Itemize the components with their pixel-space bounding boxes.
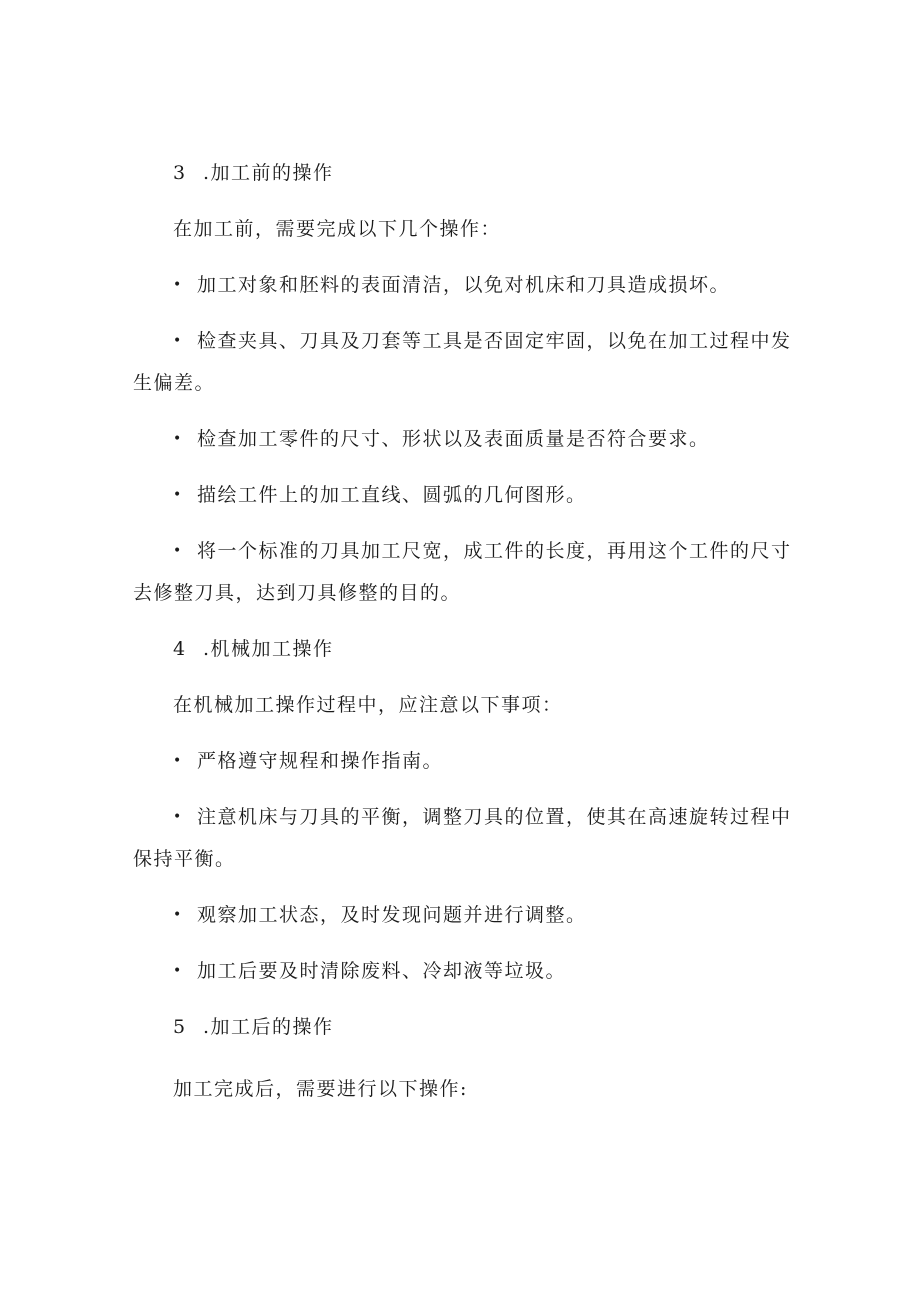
list-item-continuation: 生偏差。 xyxy=(133,372,216,394)
section-heading-5: 5 .加工后的操作 xyxy=(173,1016,334,1038)
list-item: • 将一个标准的刀具加工尺宽，成工件的长度，再用这个工件的尺寸 xyxy=(173,540,792,562)
list-item: • 检查夹具、刀具及刀套等工具是否固定牢固，以免在加工过程中发 xyxy=(173,330,792,352)
section-heading-4: 4 .机械加工操作 xyxy=(173,638,334,660)
list-item: • 检查加工零件的尺寸、形状以及表面质量是否符合要求。 xyxy=(173,428,710,450)
intro-paragraph: 加工完成后，需要进行以下操作: xyxy=(173,1078,468,1100)
intro-paragraph: 在机械加工操作过程中，应注意以下事项： xyxy=(173,694,563,716)
list-item: • 加工后要及时清除废料、冷却液等垃圾。 xyxy=(173,960,567,982)
list-item-continuation: 去修整刀具，达到刀具修整的目的。 xyxy=(133,582,462,604)
list-item: • 观察加工状态，及时发现问题并进行调整。 xyxy=(173,904,587,926)
list-item-continuation: 保持平衡。 xyxy=(133,848,236,870)
list-item: • 描绘工件上的加工直线、圆弧的几何图形。 xyxy=(173,484,587,506)
list-item: • 加工对象和胚料的表面清洁，以免对机床和刀具造成损坏。 xyxy=(173,274,731,296)
list-item: • 注意机床与刀具的平衡，调整刀具的位置，使其在高速旋转过程中 xyxy=(173,806,792,828)
section-heading-3: 3 .加工前的操作 xyxy=(173,162,334,184)
list-item: • 严格遵守规程和操作指南。 xyxy=(173,750,444,772)
intro-paragraph: 在加工前，需要完成以下几个操作： xyxy=(173,218,502,240)
